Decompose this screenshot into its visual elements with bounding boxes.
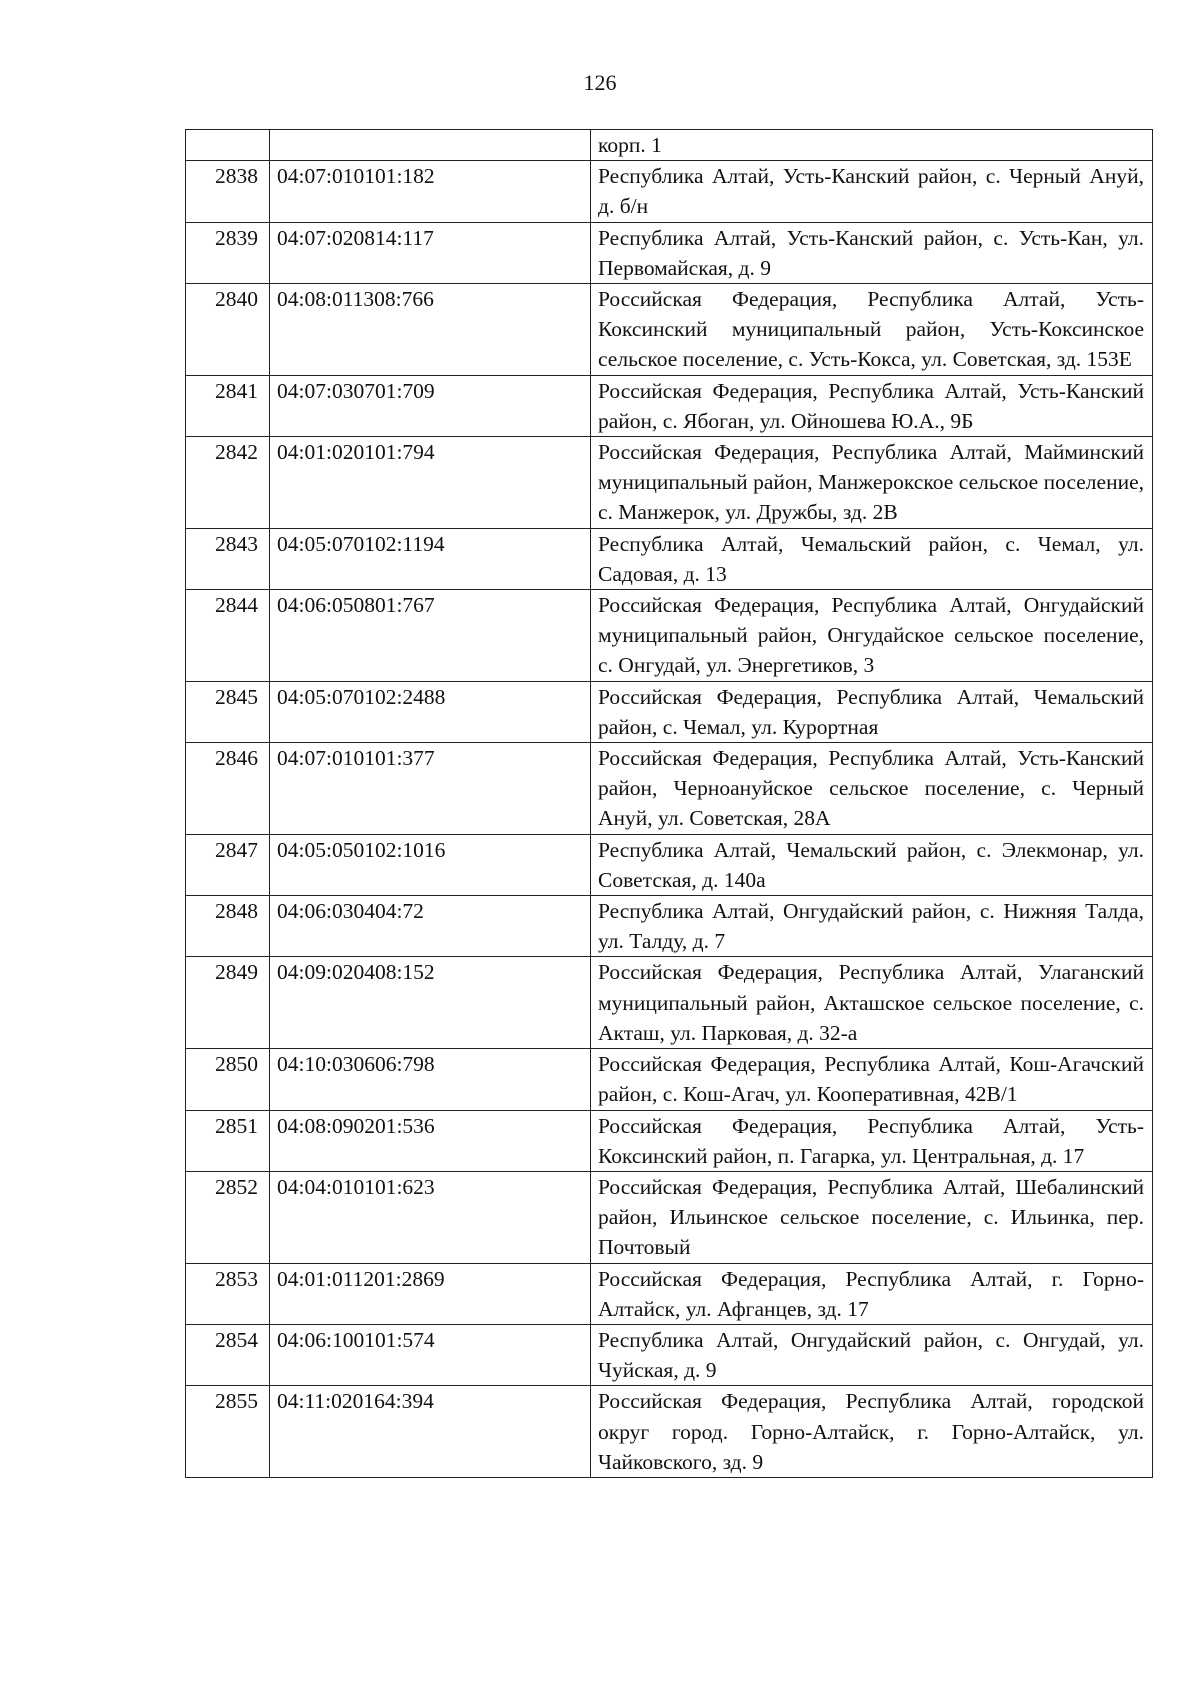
cadastral-number-cell: 04:05:070102:1194: [270, 528, 591, 589]
row-number-cell: 2855: [186, 1386, 270, 1478]
table-row: [186, 1263, 1153, 1324]
row-number-cell: 2846: [186, 743, 270, 835]
cadastral-number-cell: 04:07:010101:377: [270, 743, 591, 835]
address-cell: Российская Федерация, Республика Алтай, г. Горно-Алтайск, ул. Афганцев, зд. 17: [591, 1263, 1153, 1324]
row-number-cell: 2843: [186, 528, 270, 589]
row-number-cell: 2845: [186, 681, 270, 742]
address-cell: Российская Федерация, Республика Алтай, Усть-Коксинский муниципальный район, Усть-Коксинское сельское поселение, с. Усть-Кокса, ул. Советская, зд. 153Е: [591, 284, 1153, 376]
registry-table: [185, 129, 1153, 1478]
row-number-cell: 2839: [186, 222, 270, 283]
row-number-cell: 2840: [186, 284, 270, 376]
address-cell: корп. 1: [591, 130, 1153, 161]
table-row: [186, 1386, 1153, 1478]
cadastral-number-cell: 04:11:020164:394: [270, 1386, 591, 1478]
address-cell: Республика Алтай, Чемальский район, с. Элекмонар, ул. Советская, д. 140а: [591, 834, 1153, 895]
cadastral-number-cell: 04:08:090201:536: [270, 1110, 591, 1171]
cadastral-number-cell: 04:04:010101:623: [270, 1171, 591, 1263]
address-cell: Российская Федерация, Республика Алтай, Чемальский район, с. Чемал, ул. Курортная: [591, 681, 1153, 742]
address-cell: Российская Федерация, Республика Алтай, Усть-Коксинский район, п. Гагарка, ул. Центральная, д. 17: [591, 1110, 1153, 1171]
row-number-cell: 2849: [186, 957, 270, 1049]
address-cell: Российская Федерация, Республика Алтай, городской округ город. Горно-Алтайск, г. Горно-Алтайск, ул. Чайковского, зд. 9: [591, 1386, 1153, 1478]
table-row: [186, 590, 1153, 682]
cadastral-number-cell: 04:06:050801:767: [270, 590, 591, 682]
cadastral-number-cell: 04:09:020408:152: [270, 957, 591, 1049]
address-cell: Республика Алтай, Онгудайский район, с. Онгудай, ул. Чуйская, д. 9: [591, 1324, 1153, 1385]
address-cell: Российская Федерация, Республика Алтай, Кош-Агачский район, с. Кош-Агач, ул. Кооперативная, 42В/1: [591, 1049, 1153, 1110]
table-row: [186, 681, 1153, 742]
cadastral-number-cell: 04:07:030701:709: [270, 375, 591, 436]
address-cell: Российская Федерация, Республика Алтай, Улаганский муниципальный район, Акташское сельское поселение, с. Акташ, ул. Парковая, д. 32-а: [591, 957, 1153, 1049]
row-number-cell: 2844: [186, 590, 270, 682]
row-number-cell: 2841: [186, 375, 270, 436]
row-number-cell: 2850: [186, 1049, 270, 1110]
row-number-cell: 2851: [186, 1110, 270, 1171]
cadastral-number-cell: 04:07:020814:117: [270, 222, 591, 283]
table-row: [186, 957, 1153, 1049]
table-row: [186, 284, 1153, 376]
row-number-cell: 2852: [186, 1171, 270, 1263]
table-row: [186, 1110, 1153, 1171]
cadastral-number-cell: 04:05:050102:1016: [270, 834, 591, 895]
cadastral-number-cell: 04:08:011308:766: [270, 284, 591, 376]
table-row: [186, 528, 1153, 589]
table-row: [186, 1324, 1153, 1385]
row-number-cell: 2847: [186, 834, 270, 895]
cadastral-number-cell: 04:05:070102:2488: [270, 681, 591, 742]
cadastral-number-cell: 04:10:030606:798: [270, 1049, 591, 1110]
page-number: 126: [583, 70, 617, 95]
cadastral-number-cell: 04:06:030404:72: [270, 896, 591, 957]
address-cell: Республика Алтай, Усть-Канский район, с. Черный Ануй, д. б/н: [591, 161, 1153, 222]
cadastral-number-cell: [270, 130, 591, 161]
cadastral-number-cell: 04:06:100101:574: [270, 1324, 591, 1385]
table-row: [186, 375, 1153, 436]
table-row: [186, 161, 1153, 222]
row-number-cell: 2853: [186, 1263, 270, 1324]
address-cell: Российская Федерация, Республика Алтай, Шебалинский район, Ильинское сельское поселение, с. Ильинка, пер. Почтовый: [591, 1171, 1153, 1263]
address-cell: Российская Федерация, Республика Алтай, Онгудайский муниципальный район, Онгудайское сельское поселение, с. Онгудай, ул. Энергетиков, 3: [591, 590, 1153, 682]
address-cell: Российская Федерация, Республика Алтай, Усть-Канский район, с. Ябоган, ул. Ойношева Ю.А., 9Б: [591, 375, 1153, 436]
address-cell: Республика Алтай, Чемальский район, с. Чемал, ул. Садовая, д. 13: [591, 528, 1153, 589]
table-row: [186, 1049, 1153, 1110]
address-cell: Республика Алтай, Усть-Канский район, с. Усть-Кан, ул. Первомайская, д. 9: [591, 222, 1153, 283]
table-row: [186, 834, 1153, 895]
table-row: [186, 130, 1153, 161]
cadastral-number-cell: 04:07:010101:182: [270, 161, 591, 222]
address-cell: Российская Федерация, Республика Алтай, Усть-Канский район, Черноануйское сельское поселение, с. Черный Ануй, ул. Советская, 28А: [591, 743, 1153, 835]
row-number-cell: 2848: [186, 896, 270, 957]
row-number-cell: 2838: [186, 161, 270, 222]
cadastral-number-cell: 04:01:020101:794: [270, 437, 591, 529]
table-row: [186, 222, 1153, 283]
registry-table-body: [186, 130, 1153, 1478]
table-row: [186, 896, 1153, 957]
table-row: [186, 743, 1153, 835]
address-cell: Республика Алтай, Онгудайский район, с. Нижняя Талда, ул. Талду, д. 7: [591, 896, 1153, 957]
table-row: [186, 1171, 1153, 1263]
row-number-cell: 2842: [186, 437, 270, 529]
table-row: [186, 437, 1153, 529]
address-cell: Российская Федерация, Республика Алтай, Майминский муниципальный район, Манжерокское сельское поселение, с. Манжерок, ул. Дружбы, зд. 2В: [591, 437, 1153, 529]
row-number-cell: [186, 130, 270, 161]
row-number-cell: 2854: [186, 1324, 270, 1385]
cadastral-number-cell: 04:01:011201:2869: [270, 1263, 591, 1324]
